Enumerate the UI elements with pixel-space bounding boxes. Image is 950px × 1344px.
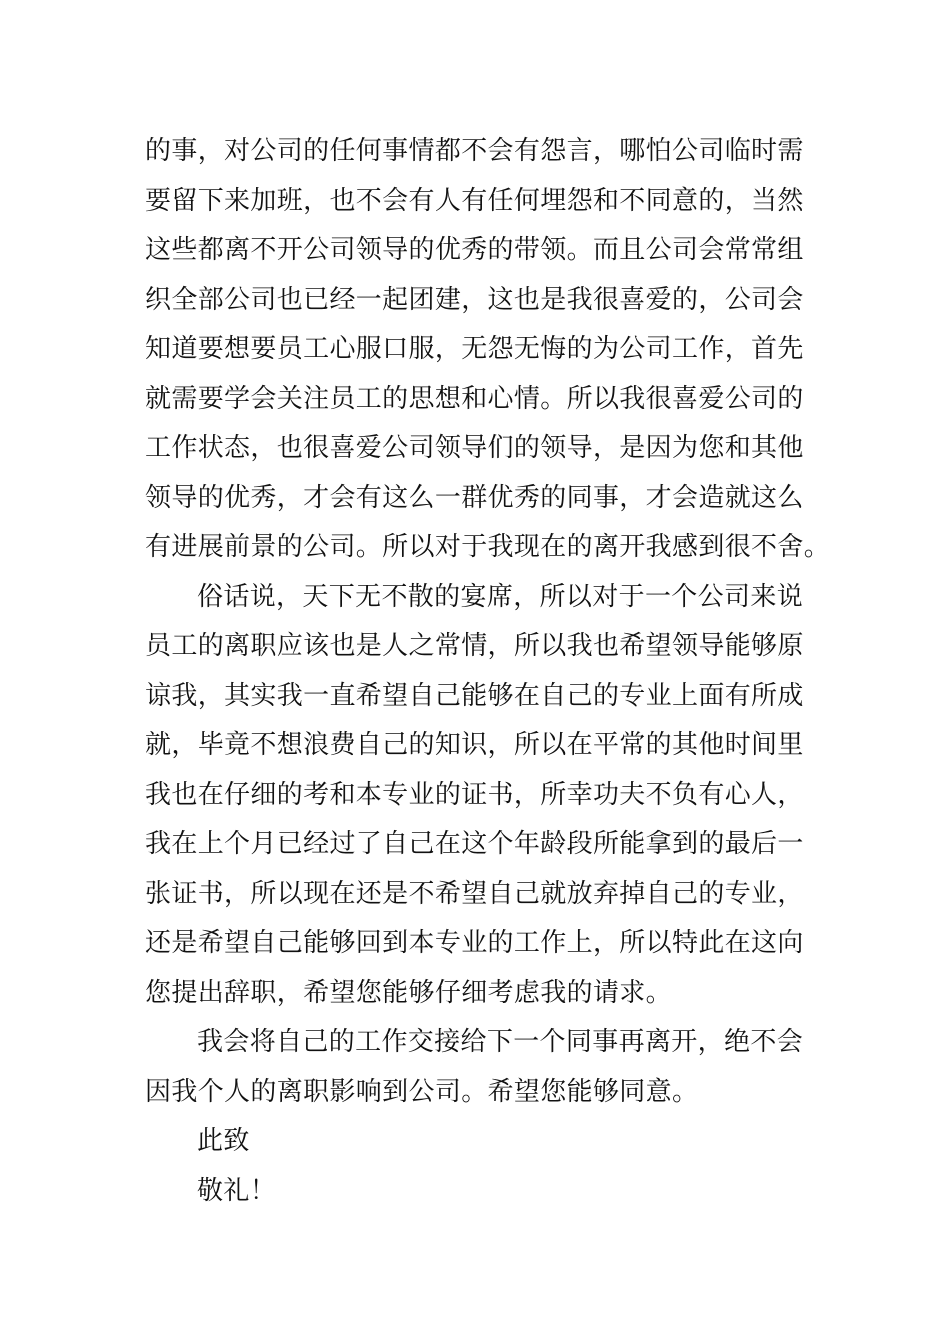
text-line: 织全部公司也已经一起团建，这也是我很喜爱的，公司会 <box>145 284 804 315</box>
paragraph-start-line: 我会将自己的工作交接给下一个同事再离开，绝不会 <box>197 1027 804 1057</box>
text-line: 这些都离不开公司领导的优秀的带领。而且公司会常常组 <box>145 235 804 265</box>
text-line: 我在上个月已经过了自己在这个年龄段所能拿到的最后一 <box>145 829 804 859</box>
text-line: 领导的优秀，才会有这么一群优秀的同事，才会造就这么 <box>145 482 804 513</box>
text-line: 因我个人的离职影响到公司。希望您能够同意。 <box>145 1076 699 1107</box>
letter-body <box>145 127 831 1216</box>
closing-regards: 敬礼！ <box>197 1175 277 1206</box>
text-line: 就，毕竟不想浪费自己的知识，所以在平常的其他时间里 <box>145 730 804 760</box>
text-line: 的事，对公司的任何事情都不会有怨言，哪怕公司临时需 <box>145 136 804 166</box>
text-line: 张证书，所以现在还是不希望自己就放弃掉自己的专业， <box>145 878 804 909</box>
text-line: 您提出辞职，希望您能够仔细考虑我的请求。 <box>145 977 673 1008</box>
text-line: 还是希望自己能够回到本专业的工作上，所以特此在这向 <box>145 928 804 958</box>
text-line: 就需要学会关注员工的思想和心情。所以我很喜爱公司的 <box>145 383 804 414</box>
closing-salutation: 此致 <box>197 1126 250 1156</box>
text-line: 知道要想要员工心服口服，无怨无悔的为公司工作，首先 <box>145 334 804 364</box>
text-line: 有进展前景的公司。所以对于我现在的离开我感到很不舍。 <box>145 532 831 562</box>
text-line: 要留下来加班，也不会有人有任何埋怨和不同意的，当然 <box>145 185 804 216</box>
paragraph-start-line: 俗话说，天下无不散的宴席，所以对于一个公司来说 <box>197 581 804 612</box>
text-line: 员工的离职应该也是人之常情，所以我也希望领导能够原 <box>145 631 804 661</box>
text-line: 工作状态，也很喜爱公司领导们的领导，是因为您和其他 <box>145 433 804 463</box>
text-line: 我也在仔细的考和本专业的证书，所幸功夫不负有心人， <box>145 779 804 810</box>
text-line: 谅我，其实我一直希望自己能够在自己的专业上面有所成 <box>145 680 804 711</box>
